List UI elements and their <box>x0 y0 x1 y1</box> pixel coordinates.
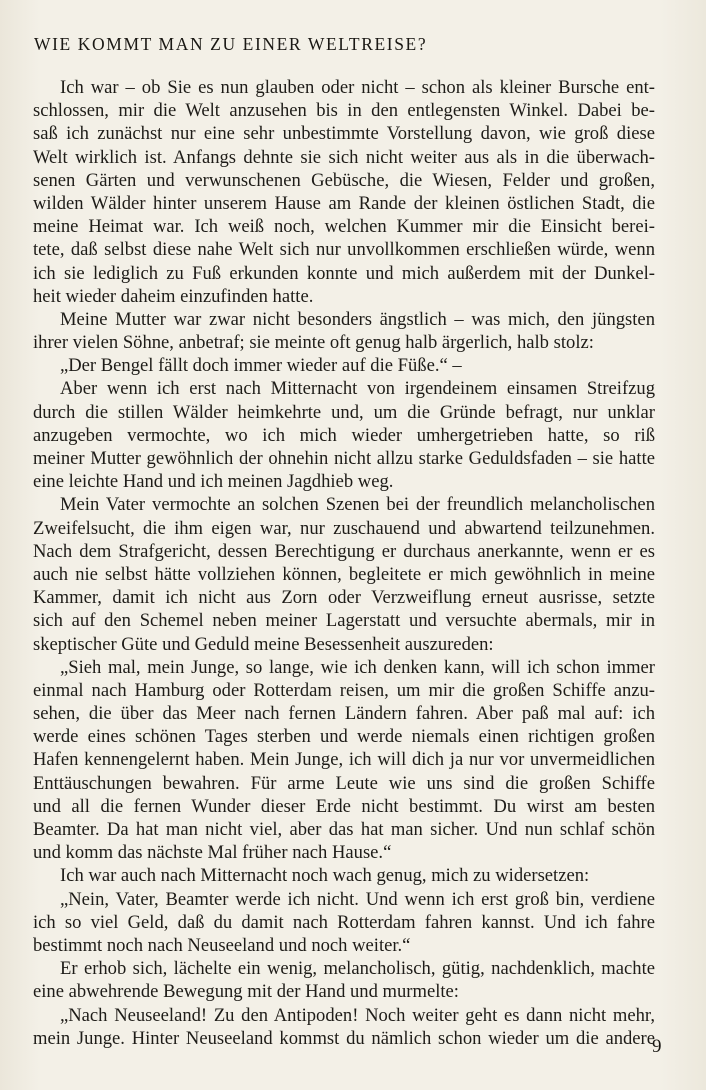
text-line: sich auf den Schemel neben meiner Lagerstatt und versuchte abermals, mir in <box>33 610 655 632</box>
text-line: Nach dem Strafgericht, dessen Berechtigung er durchaus anerkannte, wenn er es <box>33 540 655 562</box>
text-line: „Der Bengel fällt doch immer wieder auf die Füße.“ – <box>60 355 462 377</box>
text-line: und all die fernen Wunder dieser Erde nicht bestimmt. Du wirst am besten <box>33 795 655 817</box>
text-line: heit wieder daheim einzufinden hatte. <box>33 285 314 307</box>
text-line: Mein Vater vermochte an solchen Szenen bei der freundlich melancholischen <box>60 494 655 516</box>
text-line: einmal nach Hamburg oder Rotterdam reisen, um mir die großen Schiffe anzu- <box>33 679 655 701</box>
text-line: ich sie lediglich zu Fuß erkunden konnte und mich außerdem mit der Dunkel- <box>33 262 655 284</box>
text-line: skeptischer Güte und Geduld meine Besessenheit auszureden: <box>33 633 494 655</box>
text-line: ich so viel Geld, daß du damit nach Rotterdam fahren kannst. Und ich fahre <box>33 911 655 933</box>
text-line: Hafen kennengelernt haben. Mein Junge, ich will dich ja nur vor unvermeidlichen <box>33 749 655 771</box>
text-line: meiner Mutter gewöhnlich der ohnehin nicht allzu starke Geduldsfaden – sie hatte <box>33 448 655 469</box>
text-line: auch nie selbst hätte vollziehen können, begleitete er mich gewöhnlich in meine <box>33 563 655 585</box>
body-text <box>33 76 655 1050</box>
text-line: Ich war auch nach Mitternacht noch wach genug, mich zu widersetzen: <box>60 865 590 887</box>
text-line: eine leichte Hand und ich meinen Jagdhieb weg. <box>33 471 394 493</box>
text-line: „Sieh mal, mein Junge, so lange, wie ich denken kann, will ich schon immer <box>60 656 655 678</box>
text-line: sehen, die über das Meer nach fernen Ländern fahren. Aber paß mal auf: ich <box>33 703 655 725</box>
text-line: Meine Mutter war zwar nicht besonders ängstlich – was mich, den jüngsten <box>60 308 655 330</box>
chapter-heading: WIE KOMMT MAN ZU EINER WELTREISE? <box>34 34 428 54</box>
text-line: Kammer, damit ich nicht aus Zorn oder Verzweiflung erneut ausrisse, setzte <box>33 587 655 609</box>
text-line: „Nach Neuseeland! Zu den Antipoden! Noch weiter geht es dann nicht mehr, <box>60 1004 655 1026</box>
text-line: Welt wirklich ist. Anfangs dehnte sie sich nicht weiter aus als in die überwach- <box>33 146 655 168</box>
text-line: durch die stillen Wälder heimkehrte und, um die Gründe befragt, nur unklar <box>33 401 655 423</box>
text-line: saß ich zunächst nur eine sehr unbestimmte Vorstellung davon, wie groß diese <box>33 123 655 145</box>
text-line: Er erhob sich, lächelte ein wenig, melancholisch, gütig, nachdenklich, machte <box>60 958 655 980</box>
page-number: 9 <box>652 1036 662 1057</box>
text-line: wilden Wälder hinter unserem Hause am Rande der kleinen östlichen Stadt, die <box>33 192 655 214</box>
text-line: „Nein, Vater, Beamter werde ich nicht. Und wenn ich erst groß bin, verdiene <box>60 888 655 910</box>
text-line: Ich war – ob Sie es nun glauben oder nicht – schon als kleiner Bursche ent- <box>60 77 655 98</box>
text-line: bestimmt noch nach Neuseeland und noch weiter.“ <box>33 934 411 956</box>
text-line: werde eines schönen Tages sterben und werde niemals einen richtigen großen <box>33 726 655 748</box>
text-line: schlossen, mir die Welt anzusehen bis in den entlegensten Winkel. Dabei be- <box>33 100 655 122</box>
text-line: Enttäuschungen bewahren. Für arme Leute wie uns sind die großen Schiffe <box>33 772 655 794</box>
text-line: mein Junge. Hinter Neuseeland kommst du nämlich schon wieder um die andere <box>33 1027 655 1049</box>
text-line: tete, daß selbst diese nahe Welt sich nur unvollkommen erschließen würde, wenn <box>33 239 655 261</box>
text-line: Aber wenn ich erst nach Mitternacht von irgendeinem einsamen Streifzug <box>60 378 655 400</box>
text-line: und komm das nächste Mal früher nach Hause.“ <box>33 842 392 864</box>
text-line: anzugeben vermochte, wo ich mich wieder umhergetrieben hatte, so riß <box>33 424 655 446</box>
text-line: Zweifelsucht, die ihm eigen war, nur zuschauend und abwartend teilzunehmen. <box>33 517 655 539</box>
text-line: meine Heimat war. Ich weiß noch, welchen Kummer mir die Einsicht berei- <box>33 216 655 238</box>
text-line: senen Gärten und verwunschenen Gebüsche, die Wiesen, Felder und großen, <box>33 169 655 191</box>
text-line: ihrer vielen Söhne, anbetraf; sie meinte oft genug halb ärgerlich, halb stolz: <box>33 332 594 354</box>
text-line: eine abwehrende Bewegung mit der Hand und murmelte: <box>33 981 459 1003</box>
text-line: Beamter. Da hat man nicht viel, aber das hat man sicher. Und nun schlaf schön <box>33 819 655 840</box>
